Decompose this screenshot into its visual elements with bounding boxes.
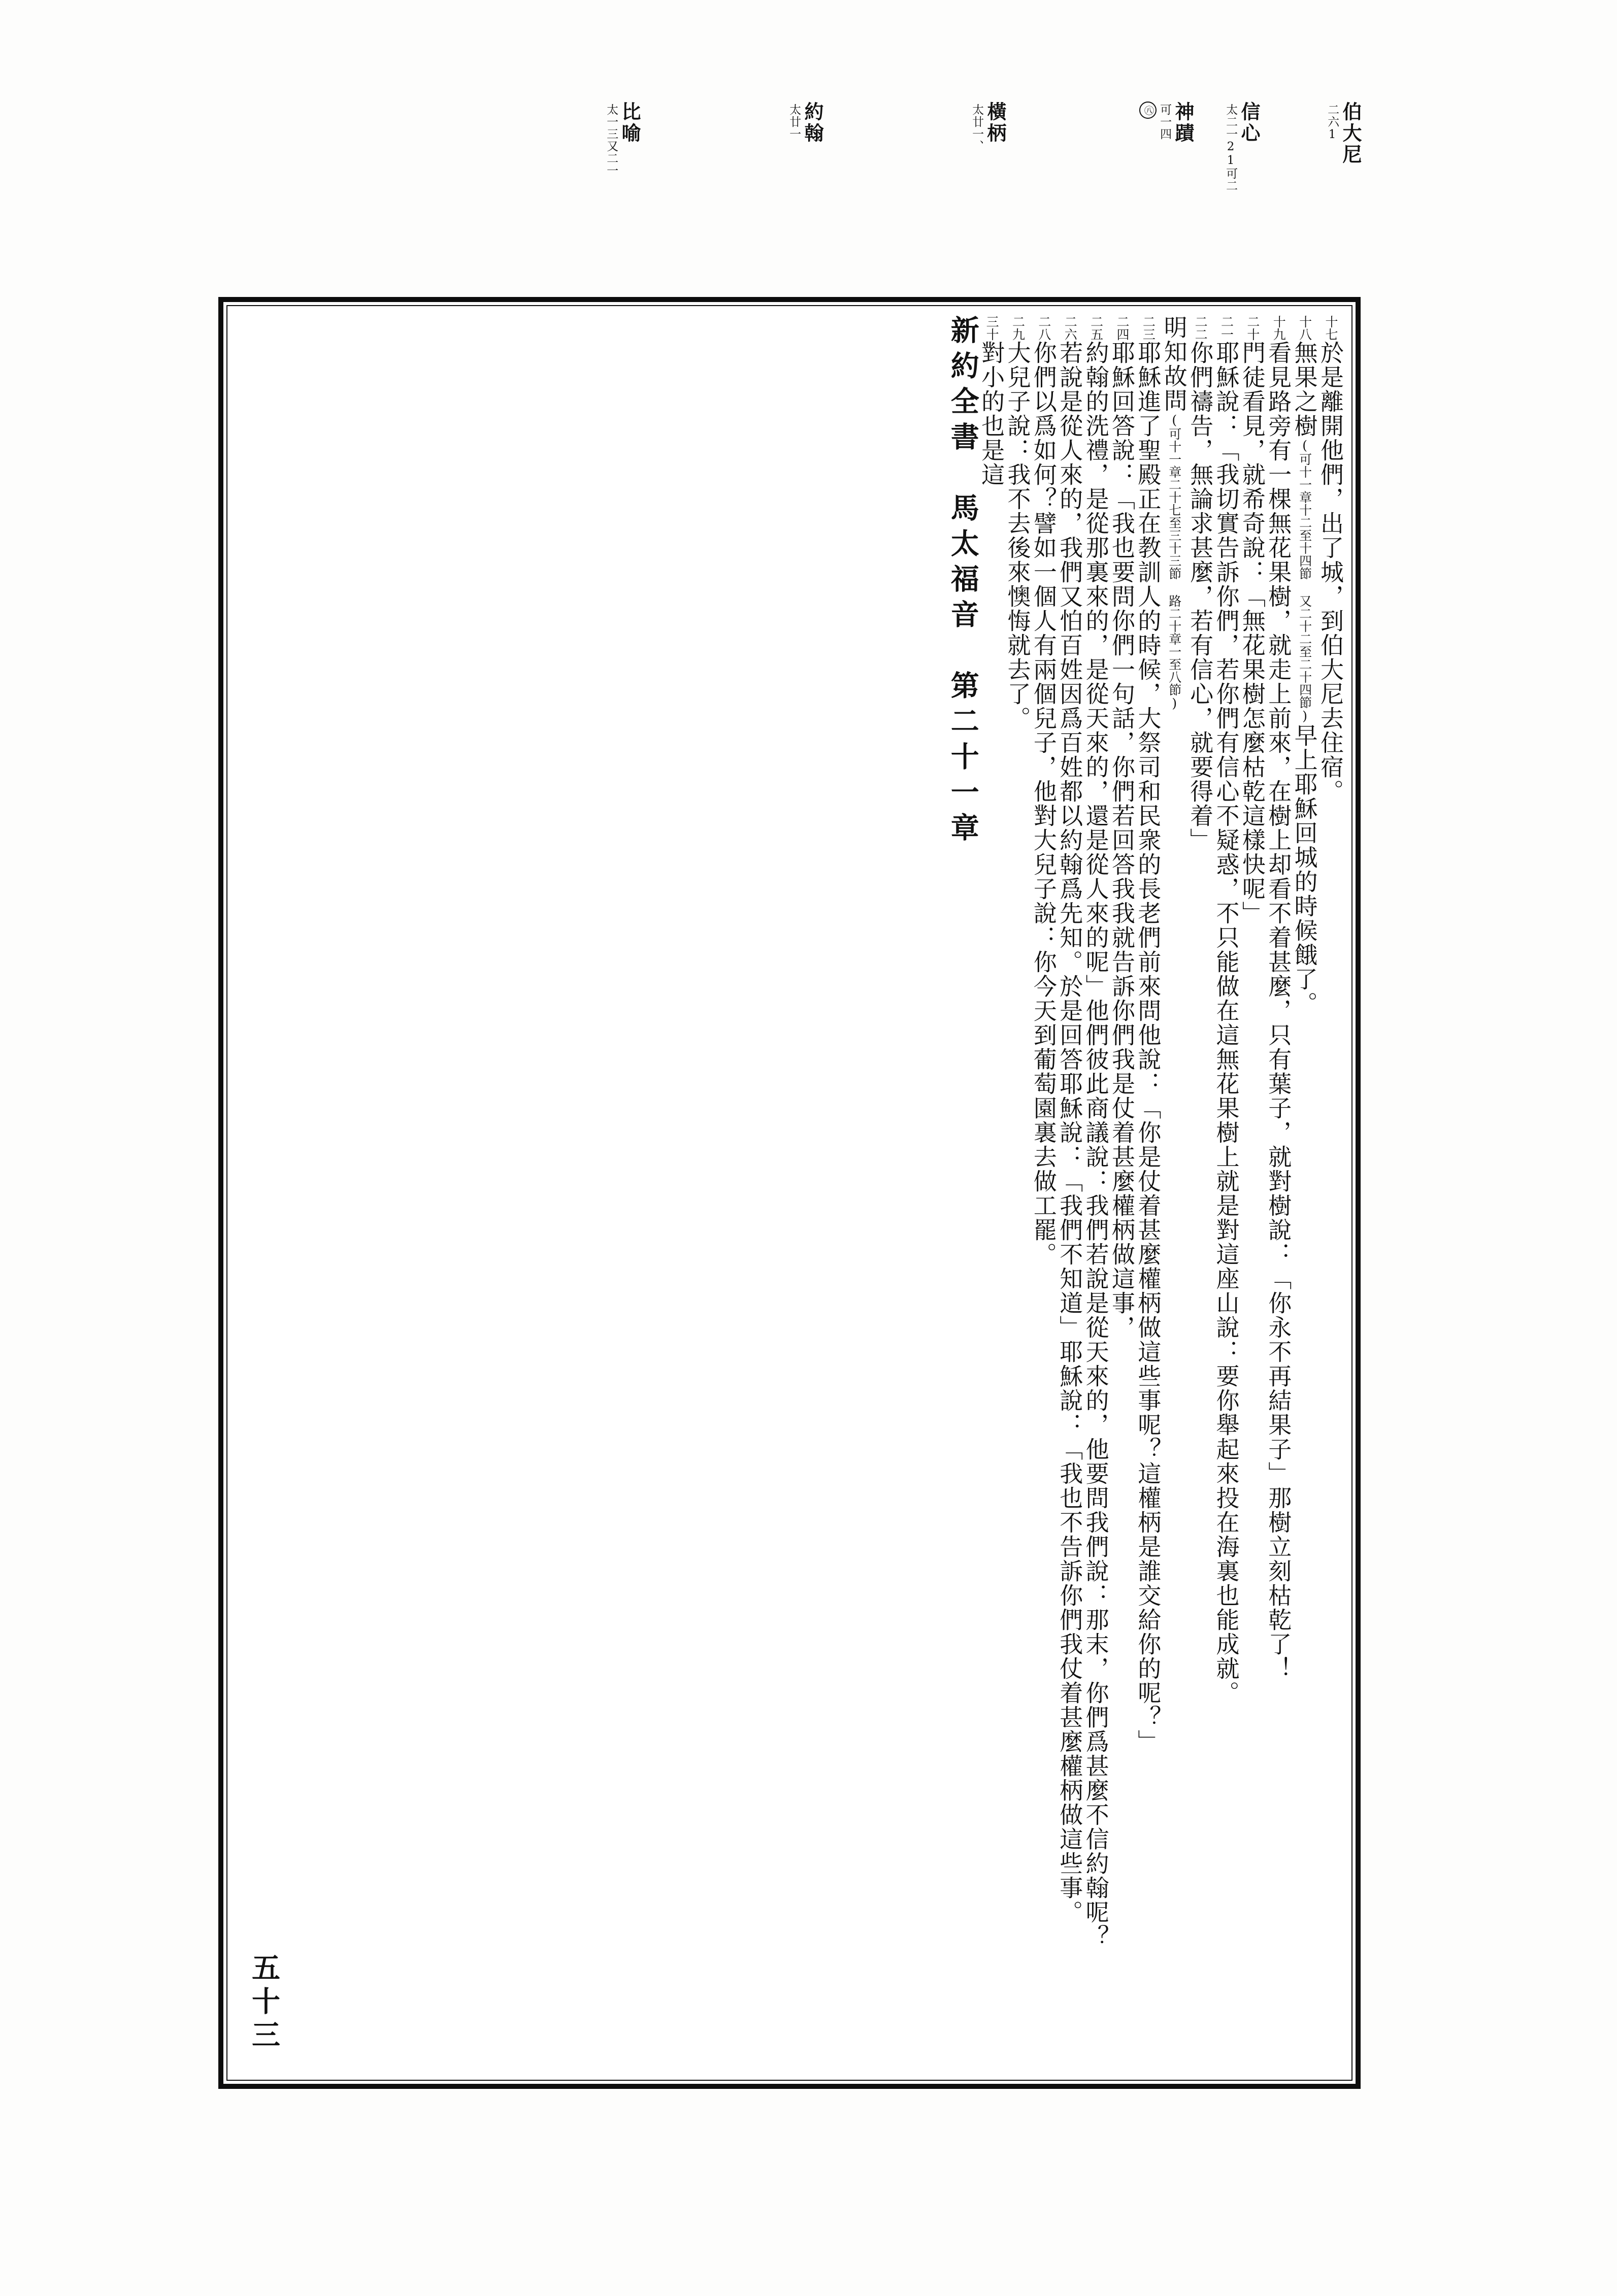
verse-text: 耶穌進了聖殿正在教訓人的時候，大祭司和民衆的長老們前來問他說：「你是仗着甚麼權柄做這些事呢？這權柄是誰交給你的呢？」 (1134, 341, 1162, 1754)
section-title: 無果之樹 (1291, 341, 1318, 438)
verse-column-20 (1240, 315, 1264, 2051)
section-title: 明知故問 (1160, 315, 1188, 413)
verse-number: 二十 (1245, 315, 1260, 341)
circled-number: ㊇ (1139, 102, 1157, 119)
verse-column-26 (1056, 315, 1084, 2051)
margin-note-title: 信心 (1238, 102, 1261, 144)
verse-text: 若說是從人來的，我們又怕百姓因爲百姓都以約翰爲先知。於是回答耶穌說：「我們不知道」耶穌說：「我也不告訴你們我仗着甚麼權柄做這些事。 (1056, 341, 1084, 1924)
running-head (946, 315, 980, 2051)
verse-text: 約翰的洗禮，是從那裏來的，是從天來的，還是從人來的呢」他們彼此商議說：我們若說是從天來的，他要問我們說：那末，你們爲甚麼不信約翰呢？ (1082, 341, 1110, 1949)
running-head-text: 新約全書 馬太福音 第二十一章 (946, 315, 980, 848)
section-reference: (可十一章十二至十四節 又二十二至二十四節) (1297, 438, 1312, 723)
verse-column-17 (1318, 315, 1342, 2051)
section-reference: (可十一章二十七至三十三節 路二十章一至八節) (1167, 413, 1182, 711)
margin-note-number (1139, 102, 1157, 120)
margin-note-ref: 太廿一 (787, 104, 801, 140)
margin-note-橫柄 (971, 102, 1005, 289)
margin-note-title: 神蹟 (1172, 102, 1195, 144)
margin-note-title: 橫柄 (984, 102, 1007, 144)
body-columns (237, 315, 1342, 2071)
verse-text: 門徒看見，就希奇說：「無花果樹怎麼枯乾這樣快呢」 (1238, 341, 1266, 925)
verse-number: 二六 (1063, 315, 1078, 341)
verse-column-25 (1082, 315, 1110, 2051)
margin-note-title: 比喻 (618, 102, 641, 144)
verse-number: 二四 (1115, 315, 1130, 341)
verse-column-23 (1136, 315, 1160, 2051)
margin-note-ref: 太二一21可二 (1224, 104, 1238, 192)
verse-number: 二一 (1219, 315, 1234, 341)
text-block (218, 297, 1361, 2089)
verse-text: 耶穌說：「我切實告訴你們，若你們有信心不疑惑，不只能做在這無花果樹上就是對這座山說：要你舉起來投在海裏也能成就。 (1212, 341, 1240, 1705)
verse-number: 二八 (1036, 315, 1051, 341)
verse-column-28 (1030, 315, 1058, 2051)
verse-text: 耶穌回答說：「我也要問你們一句話，你們若回答我我就告訴你們我是仗着甚麼權柄做這事， (1108, 341, 1136, 1340)
margin-note-ref: 可一四 (1158, 104, 1172, 140)
verse-number: 十八 (1297, 315, 1312, 341)
verse-number: 二二 (1193, 315, 1208, 341)
verse-number: 二九 (1010, 315, 1026, 341)
verse-column-21 (1214, 315, 1238, 2051)
verse-number: 三十 (984, 315, 1000, 341)
margin-note-ref: 太廿一、 (970, 104, 984, 152)
margin-note-ref: 太一三又二一 (605, 104, 618, 177)
margin-note-ref: 二六1 (1326, 104, 1339, 142)
verse-text: 早上耶穌回城的時候餓了。 (1291, 723, 1318, 1016)
verse-number: 十七 (1324, 315, 1338, 341)
section-heading-authority (1160, 315, 1188, 2051)
verse-column-24 (1110, 315, 1134, 2051)
margin-note-約翰 (788, 102, 822, 289)
verse-text: 你們以爲如何？譬如一個人有兩個兒子，他對大兒子說：你今天到葡萄園裏去做工罷。 (1030, 341, 1058, 1267)
verse-number: 二三 (1141, 315, 1156, 341)
verse-column-29 (1004, 315, 1032, 2051)
margin-note-title: 約翰 (801, 102, 824, 144)
verse-text: 大兒子說：我不去後來懊悔就去了。 (1004, 341, 1032, 730)
verse-column-30 (978, 315, 1006, 2051)
margin-note-神蹟 (1139, 102, 1193, 289)
verse-number: 二五 (1088, 315, 1104, 341)
verse-column-19 (1265, 315, 1293, 2051)
verse-column-22 (1188, 315, 1212, 2051)
verse-text: 看見路旁有一棵無花果樹，就走上前來，在樹上却看不着甚麼，只有葉子，就對樹說：「你永不再結果子」那樹立刻枯乾了！ (1265, 341, 1293, 1681)
verse-text: 你們禱告，無論求甚麼，若有信心，就要得着」 (1186, 341, 1214, 852)
margin-note-title: 伯大尼 (1339, 102, 1362, 165)
page-number: 五十三 (247, 1953, 281, 2053)
section-heading-fig-tree (1292, 315, 1316, 2051)
verse-text: 對小的也是這 (978, 341, 1006, 487)
margin-note-信心 (1225, 102, 1259, 289)
margin-note-比喻 (605, 102, 640, 289)
margin-notes (218, 102, 1361, 294)
margin-note-伯大尼 (1326, 102, 1361, 289)
verse-number: 十九 (1271, 315, 1286, 341)
verse-text: 於是離開他們，出了城，到伯大尼去住宿。 (1317, 341, 1344, 804)
